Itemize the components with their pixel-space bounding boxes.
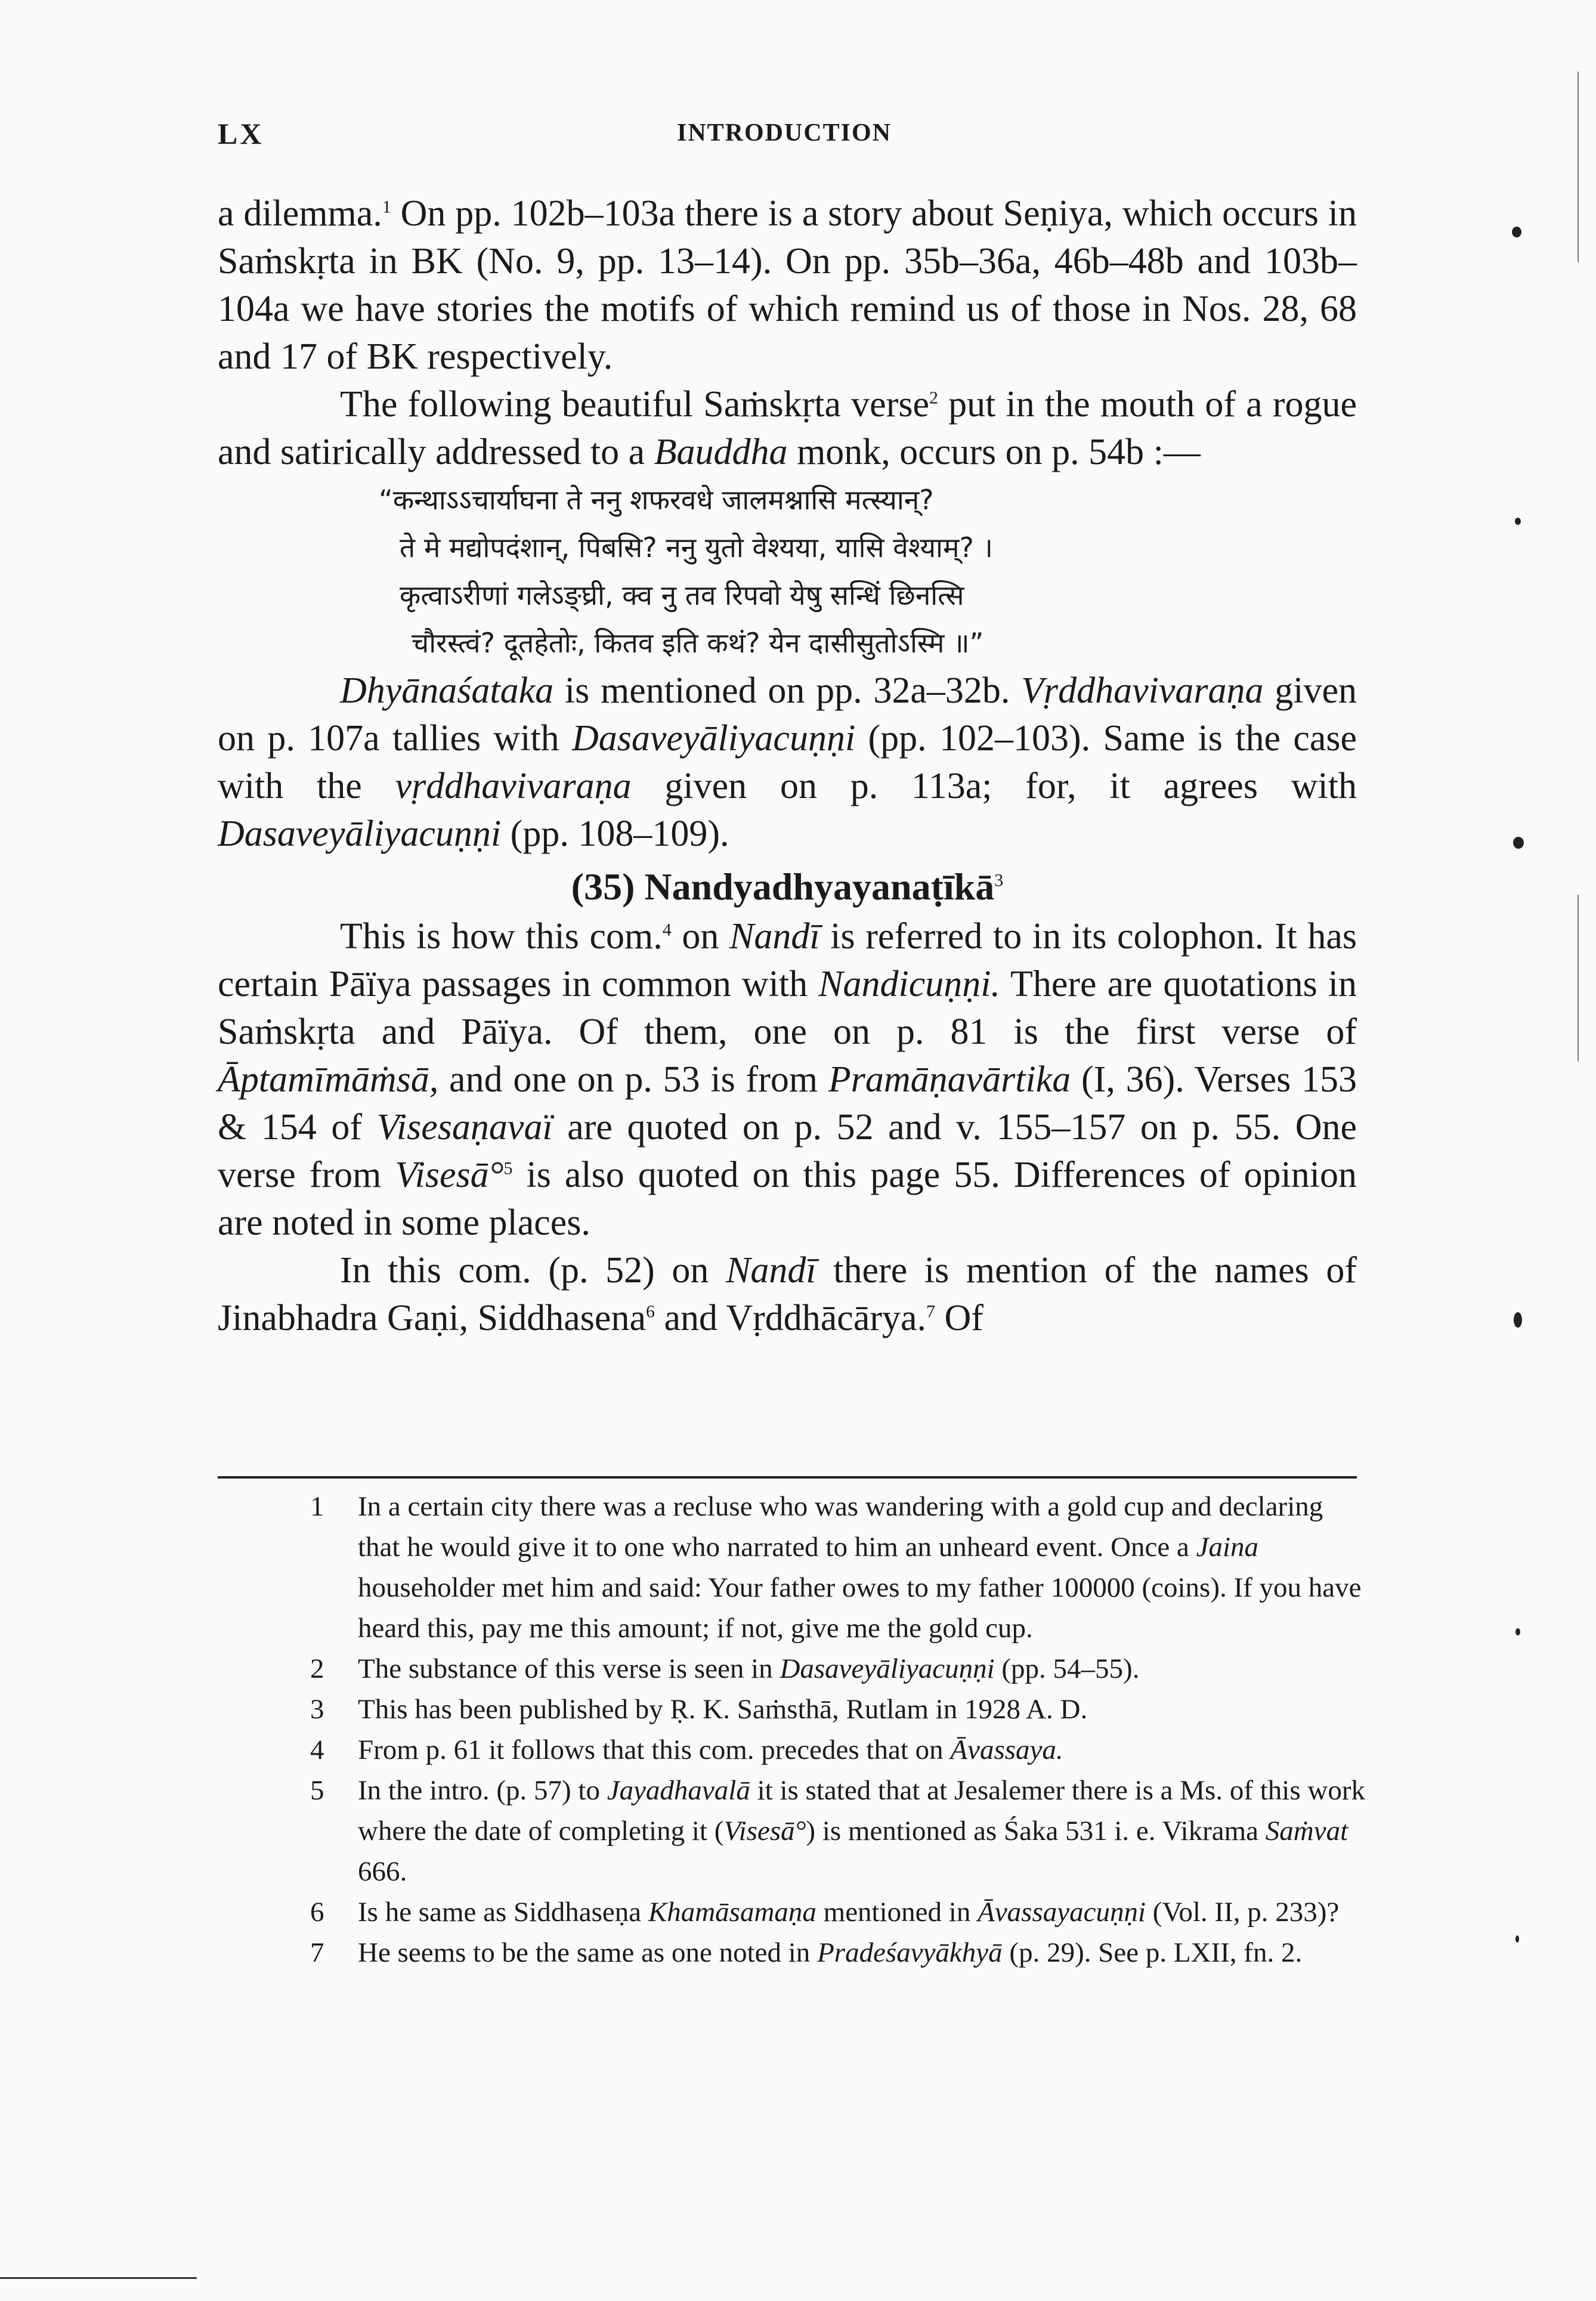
footnote-number: 2: [310, 1653, 324, 1684]
footnotes: [310, 1486, 1369, 1973]
footnote-ref-4: 4: [662, 920, 672, 940]
footnote: 2 The substance of this verse is seen in Dasaveyāliyacuṇṇi (pp. 54–55).: [310, 1649, 1369, 1689]
margin-line: [1578, 72, 1579, 262]
scan-speck: [1515, 1628, 1520, 1635]
paragraph-1: a dilemma.$^1$ On pp. 102b–103a there is a story about Seṇiya, which occurs in Saṁskṛta in BK (No. 9, pp. 13–14). On pp. 35b–36a, 46b–48b and 103b–104a we have stories the motifs of which remind us of those in Nos. 28, 68 and 17 of BK respectively.: [218, 193, 1357, 377]
footnote-ref-7: 7: [926, 1301, 936, 1322]
section-heading: (35) Nandyadhyayanaṭīkā$^3$: [571, 865, 1004, 908]
footnote-ref-2: 2: [929, 388, 938, 408]
footnote: 3 This has been published by Ṛ. K. Saṁsthā, Rutlam in 1928 A. D.: [310, 1689, 1369, 1730]
footnote-number: 7: [310, 1937, 324, 1968]
verse-line: ते मे मद्योपदंशान्, पिबसि? ननु युतो वेश्यया, यासि वेश्याम्? ।: [400, 531, 993, 564]
scan-speck: [1515, 1935, 1519, 1943]
paragraph-4: This is how this com.$^4$ on Nandī is referred to in its colophon. It has certain Pāïya passages in common with Nandicuṇṇi. There are quotations in Saṁskṛta and Pāïya. Of them, one on p. 81 is the first verse of Āptamīmāṁsā, and one on p. 53 is from Pramāṇavārtika (I, 36). Verses 153 & 154 of Visesaṇavaï are quoted on p. 52 and v. 155–157 on p. 55. One verse from Visesā°$^5$ is also quoted on this page 55. Differences of opinion are noted in some places.: [218, 916, 1357, 1243]
scan-speck: [1513, 837, 1524, 849]
verse-line: “कन्थाऽऽचार्याघना ते ननु शफरवधे जालमश्नासि मत्स्यान्?: [379, 484, 934, 516]
margin-line: [1578, 895, 1579, 1062]
footnote-ref-1: 1: [382, 197, 391, 217]
verse-line: कृत्वाऽरीणां गलेऽङ्घ्री, क्व नु तव रिपवो येषु सन्धिं छिनत्सि: [400, 579, 964, 611]
footnote-number: 3: [310, 1694, 324, 1725]
footnote-number: 5: [310, 1775, 324, 1806]
footnote-ref-3: 3: [994, 870, 1004, 890]
verse-line: चौरस्त्वं? दूतहेतोः, कितव इति कथं? येन दासीसुतोऽस्मि ॥”: [412, 627, 984, 659]
paragraph-3: Dhyānaśataka is mentioned on pp. 32a–32b. Vṛddhavivaraṇa given on p. 107a tallies with Dasaveyāliyacuṇṇi (pp. 102–103). Same is the case with the vṛddhavivaraṇa given on p. 113a; for, it agrees with Dasaveyāliyacuṇṇi (pp. 108–109).: [218, 670, 1357, 854]
footnote-number: 6: [310, 1897, 324, 1928]
page-number: LX: [218, 117, 264, 150]
footnote: 7 He seems to be the same as one noted in Pradeśavyākhyā (p. 29). See p. LXII, fn. 2.: [310, 1932, 1369, 1973]
scan-speck: [1512, 227, 1521, 237]
scan-speck: [1514, 1312, 1522, 1328]
footnote: 4 From p. 61 it follows that this com. precedes that on Āvassaya.: [310, 1730, 1369, 1770]
paragraph-2: The following beautiful Saṁskṛta verse$^2$ put in the mouth of a rogue and satirically addressed to a Bauddha monk, occurs on p. 54b :—: [218, 384, 1357, 472]
footnote-ref-6: 6: [645, 1301, 655, 1322]
footnote: 6 Is he same as Siddhaseṇa Khamāsamaṇa mentioned in Āvassayacuṇṇi (Vol. II, p. 233)?: [310, 1892, 1369, 1932]
scan-speck: [1515, 518, 1521, 525]
bottom-edge-line: [0, 2277, 197, 2279]
footnote-ref-5: 5: [503, 1158, 513, 1179]
sanskrit-verse: [218, 476, 1357, 667]
running-title: INTRODUCTION: [676, 119, 892, 147]
paragraph-5: In this com. (p. 52) on Nandī there is mention of the names of Jinabhadra Gaṇi, Siddhasena$^6$ and Vṛddhācārya.$^7$ Of: [218, 1250, 1357, 1338]
footnote-number: 4: [310, 1734, 324, 1765]
footnote: 5 In the intro. (p. 57) to Jayadhavalā it is stated that at Jesalemer there is a Ms. of this work where the date of completing it (Visesā°) is mentioned as Śaka 531 i. e. Vikrama Saṁvat 666.: [310, 1770, 1369, 1892]
footnote-rule: [218, 1476, 1357, 1479]
footnote: 1 In a certain city there was a recluse who was wandering with a gold cup and declaring that he would give it to one who narrated to him an unheard event. Once a Jaina householder met him and said: Your father owes to my father 100000 (coins). If you have heard this, pay me this amount; if not, give me the gold cup.: [310, 1486, 1369, 1649]
running-head: [218, 116, 1351, 158]
footnote-number: 1: [310, 1491, 324, 1522]
body-text: [218, 190, 1357, 1342]
